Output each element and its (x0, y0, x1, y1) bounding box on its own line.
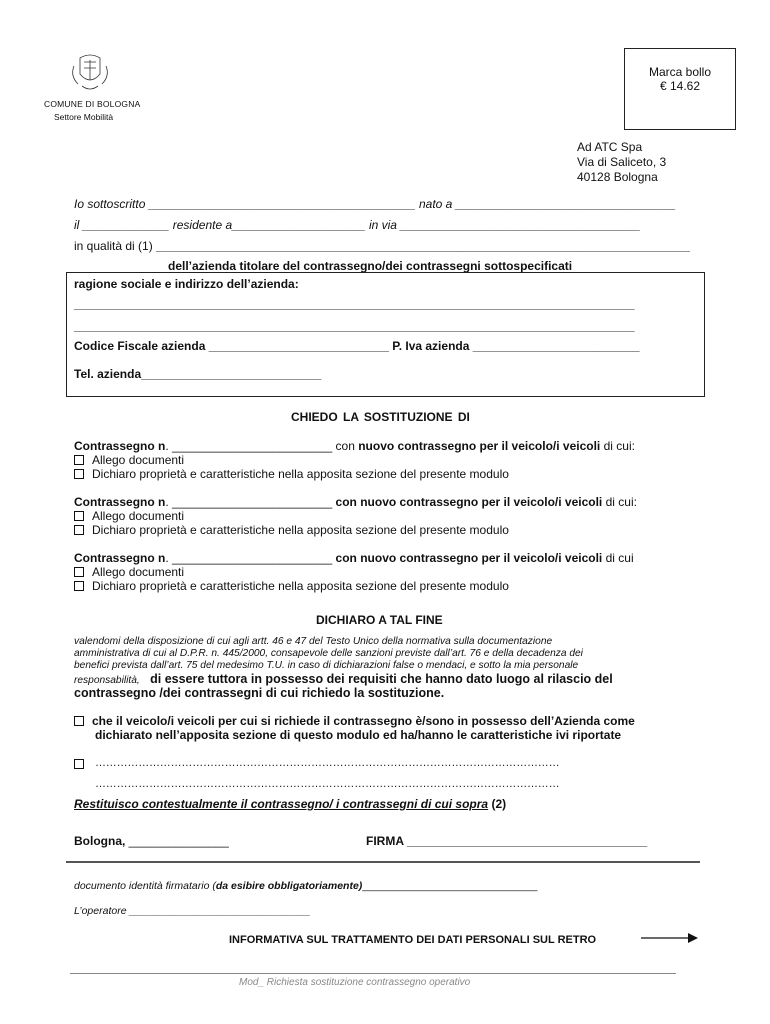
item-number-blank[interactable]: . ________________________ (165, 551, 333, 565)
item-number-blank[interactable]: . ________________________ (165, 439, 333, 453)
stamp-amount: € 14.62 (659, 79, 701, 93)
place-label: Bologna, (74, 834, 126, 848)
declaration-paragraph-line-1: valendomi della disposizione di cui agli artt. 46 e 47 del Testo Unico della normativa sulla documentazione (74, 636, 553, 647)
option-attach[interactable] (74, 453, 184, 467)
identity-document-line[interactable] (74, 880, 537, 892)
item-label: Contrassegno n (74, 439, 166, 453)
company-tel-line[interactable]: Tel. azienda___________________________ (74, 367, 322, 381)
return-ref: (2) (488, 797, 507, 811)
checkbox-icon[interactable] (74, 525, 84, 535)
item-phrase: nuovo contrassegno per il veicolo/i veicoli (358, 439, 601, 453)
declaration-paragraph-line-5: contrassegno /dei contrassegni di cui richiedo la sostituzione. (74, 686, 445, 700)
vehicle-ownership-check[interactable] (74, 714, 635, 728)
checkbox-icon[interactable] (74, 567, 84, 577)
privacy-notice: INFORMATIVA SUL TRATTAMENTO DEI DATI PERSONALI SUL RETRO (229, 934, 597, 946)
request-line[interactable] (74, 551, 634, 565)
request-line[interactable] (74, 439, 635, 453)
declarant-line-3[interactable] (74, 239, 690, 253)
id-blank[interactable]: ______________________________ (362, 880, 538, 892)
ownership-text-1: che il veicolo/i veicoli per cui si richiede il contrassegno è/sono in possesso dell’Azienda come (92, 714, 635, 728)
item-label: Contrassegno n (74, 551, 166, 565)
declarant-line-2[interactable]: il _____________ residente a____________________ in via ____________________________________ (74, 218, 641, 232)
separator-line (66, 861, 700, 863)
request-heading: CHIEDO LA SOSTITUZIONE DI (291, 410, 470, 424)
checkbox-icon[interactable] (74, 511, 84, 521)
requirements-text: di essere tuttora in possesso dei requisiti che hanno dato luogo al rilascio del (139, 672, 613, 686)
declarant-line-1[interactable]: Io sottoscritto ________________________________________ nato a _________________________________ (74, 197, 676, 211)
recipient-name: Ad ATC Spa (577, 140, 643, 154)
company-name-label: ragione sociale e indirizzo dell’azienda: (74, 277, 299, 291)
declaration-paragraph-line-4 (74, 672, 613, 686)
item-tail: di cui: (602, 495, 637, 509)
company-fiscal-line[interactable]: Codice Fiscale azienda ___________________________ P. Iva azienda _________________________ (74, 339, 640, 353)
other-declaration-dots-1[interactable]: ………………………………………………………………………………………………………………… (95, 757, 560, 769)
arrow-right-icon (641, 932, 699, 944)
declaration-paragraph-line-2: amministrativa di cui al D.P.R. n. 445/2000, consapevole delle sanzioni previste dall’art. 76 e della decadenza dei (74, 648, 583, 659)
signature-blank[interactable]: ____________________________________ (403, 834, 648, 848)
company-title: dell’azienda titolare del contrassegno/dei contrassegni sottospecificati (168, 259, 573, 273)
coat-of-arms-icon (44, 52, 136, 102)
option-label: Allego documenti (92, 565, 185, 579)
option-declare[interactable] (74, 579, 509, 593)
option-label: Allego documenti (92, 453, 185, 467)
signature-place[interactable] (74, 834, 229, 848)
checkbox-icon[interactable] (74, 759, 84, 769)
item-label: Contrassegno n (74, 495, 166, 509)
item-tail: di cui (602, 551, 634, 565)
checkbox-icon[interactable] (74, 455, 84, 465)
option-label: Dichiaro proprietà e caratteristiche nella apposita sezione del presente modulo (92, 467, 509, 481)
recipient-street: Via di Saliceto, 3 (577, 155, 667, 169)
return-text: Restituisco contestualmente il contrassegno/ i contrassegni di cui sopra (74, 797, 489, 811)
logo (44, 52, 136, 102)
item-tail: di cui: (600, 439, 635, 453)
footer-rule (70, 973, 676, 974)
option-label: Dichiaro proprietà e caratteristiche nella apposita sezione del presente modulo (92, 579, 509, 593)
id-prefix: documento identità firmatario ( (74, 880, 216, 892)
option-attach[interactable] (74, 565, 184, 579)
item-phrase: con nuovo contrassegno per il veicolo/i veicoli (335, 551, 603, 565)
ownership-text-2: dichiarato nell’apposita sezione di questo modulo ed ha/hanno le caratteristiche ivi riportate (95, 728, 622, 742)
declaration-paragraph-line-3: benefici prevista dall’art. 75 del medesimo T.U. in caso di dichiarazioni false o mendaci, e sotto la mia personale (74, 660, 579, 671)
responsibility-text: responsabilità, (74, 675, 140, 686)
department-label: Settore Mobilità (54, 112, 114, 122)
date-blank[interactable]: _______________ (125, 834, 229, 848)
stamp-box (624, 48, 736, 130)
other-declaration-check[interactable] (74, 757, 92, 771)
id-mandatory: da esibire obbligatoriamente) (215, 880, 363, 892)
option-label: Dichiaro proprietà e caratteristiche nella apposita sezione del presente modulo (92, 523, 509, 537)
request-line[interactable] (74, 495, 637, 509)
operator-line[interactable]: L’operatore _______________________________ (74, 905, 311, 917)
recipient-city: 40128 Bologna (577, 170, 658, 184)
role-blank[interactable]: ________________________________________________________________________________ (156, 239, 690, 253)
checkbox-icon[interactable] (74, 469, 84, 479)
page-footer: Mod_ Richiesta sostituzione contrassegno operativo (239, 977, 471, 988)
company-address-line-2[interactable]: ____________________________________________________________________________________ (74, 319, 635, 333)
option-declare[interactable] (74, 467, 509, 481)
item-connector: con (332, 439, 359, 453)
item-number-blank[interactable]: . ________________________ (165, 495, 333, 509)
stamp-label: Marca bollo (648, 65, 712, 79)
option-label: Allego documenti (92, 509, 185, 523)
logo-text: COMUNE DI BOLOGNA (44, 99, 141, 109)
item-phrase: con nuovo contrassegno per il veicolo/i veicoli (335, 495, 603, 509)
signature-label: FIRMA (366, 834, 404, 848)
option-attach[interactable] (74, 509, 184, 523)
checkbox-icon[interactable] (74, 581, 84, 591)
checkbox-icon[interactable] (74, 716, 84, 726)
return-statement (74, 797, 506, 811)
role-label: in qualità di (1) (74, 239, 157, 253)
other-declaration-dots-2[interactable]: ………………………………………………………………………………………………………………… (95, 778, 560, 790)
declaration-heading: DICHIARO A TAL FINE (316, 613, 443, 627)
option-declare[interactable] (74, 523, 509, 537)
signature-field[interactable] (366, 834, 647, 848)
company-address-line-1[interactable]: ____________________________________________________________________________________ (74, 297, 635, 311)
